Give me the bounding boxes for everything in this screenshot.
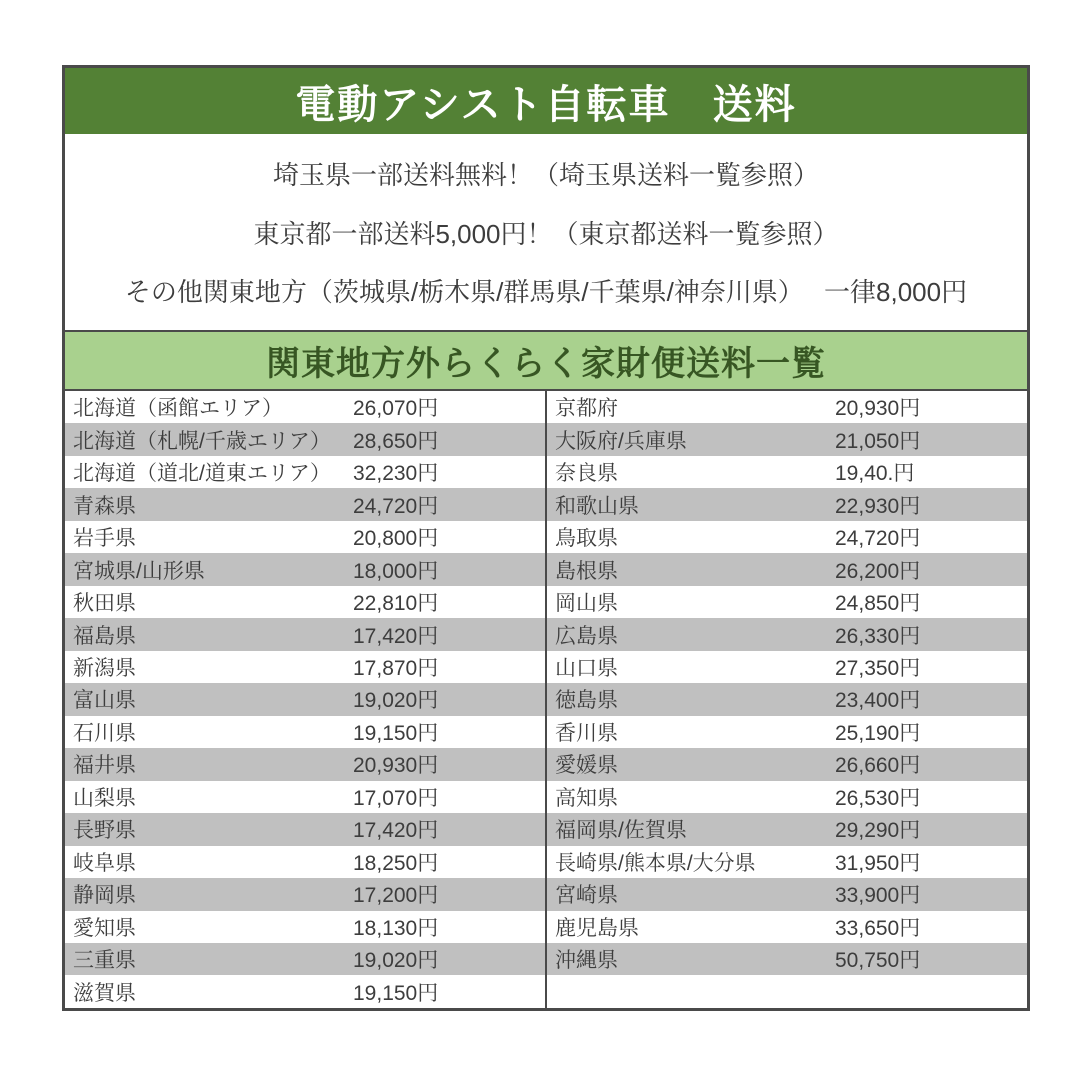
- region-cell: 福岡県/佐賀県: [555, 819, 687, 843]
- table-row: [547, 651, 1027, 683]
- region-cell: 北海道（函館エリア）: [73, 397, 283, 421]
- table-row: [547, 553, 1027, 585]
- region-cell: 北海道（札幌/千歳エリア）: [73, 429, 331, 453]
- table-row: [65, 716, 545, 748]
- table-row: [547, 391, 1027, 423]
- region-cell: 新潟県: [73, 656, 136, 680]
- region-cell: 富山県: [73, 689, 136, 713]
- table-row: [65, 781, 545, 813]
- price-cell: 17,870円: [353, 656, 439, 680]
- region-cell: 徳島県: [555, 689, 618, 713]
- price-cell: 17,200円: [353, 884, 439, 908]
- table-row: [547, 878, 1027, 910]
- table-row: [65, 391, 545, 423]
- region-cell: 沖縄県: [555, 949, 618, 973]
- price-cell: 50,750円: [835, 949, 921, 973]
- price-cell: 20,800円: [353, 527, 439, 551]
- table-row: [65, 846, 545, 878]
- note-saitama: 埼玉県一部送料無料！（埼玉県送料一覧参照）: [272, 160, 819, 191]
- table-row: [547, 846, 1027, 878]
- table-row: [547, 716, 1027, 748]
- price-cell: 24,850円: [835, 592, 921, 616]
- table-row: [547, 683, 1027, 715]
- price-cell: 18,130円: [353, 916, 439, 940]
- price-cell: 24,720円: [835, 527, 921, 551]
- price-cell: 17,070円: [353, 786, 439, 810]
- table-row: [547, 618, 1027, 650]
- region-cell: 福井県: [73, 754, 136, 778]
- price-cell: 22,810円: [353, 592, 439, 616]
- price-cell: 21,050円: [835, 429, 921, 453]
- table-row: [65, 651, 545, 683]
- price-cell: 17,420円: [353, 819, 439, 843]
- region-cell: 宮城県/山形県: [73, 559, 205, 583]
- shipping-notes: [65, 134, 1027, 330]
- table-row: [547, 813, 1027, 845]
- price-cell: 20,930円: [835, 397, 921, 421]
- table-row: [65, 586, 545, 618]
- price-cell: 22,930円: [835, 494, 921, 518]
- price-cell: 29,290円: [835, 819, 921, 843]
- price-cell: 33,900円: [835, 884, 921, 908]
- table-row: [65, 911, 545, 943]
- table-row: [65, 683, 545, 715]
- table-row: [547, 423, 1027, 455]
- table-row: [547, 781, 1027, 813]
- table-row: [65, 456, 545, 488]
- table-right-column: [545, 391, 1027, 1008]
- price-cell: 19,150円: [353, 981, 439, 1005]
- region-cell: 長野県: [73, 819, 136, 843]
- region-cell: 宮崎県: [555, 884, 618, 908]
- region-cell: 大阪府/兵庫県: [555, 429, 687, 453]
- region-cell: 三重県: [73, 949, 136, 973]
- table-row: [547, 488, 1027, 520]
- region-cell: 和歌山県: [555, 494, 639, 518]
- price-cell: 17,420円: [353, 624, 439, 648]
- price-cell: 26,530円: [835, 786, 921, 810]
- table-row: [547, 521, 1027, 553]
- region-cell: 青森県: [73, 494, 136, 518]
- note-tokyo: 東京都一部送料5,000円！（東京都送料一覧参照）: [253, 218, 839, 249]
- region-cell: 長崎県/熊本県/大分県: [555, 851, 756, 875]
- table-row: [547, 586, 1027, 618]
- table-row: [65, 813, 545, 845]
- price-cell: 26,660円: [835, 754, 921, 778]
- table-row: [65, 943, 545, 975]
- price-cell: 19,40.円: [835, 462, 915, 486]
- region-cell: 愛媛県: [555, 754, 618, 778]
- price-cell: 33,650円: [835, 916, 921, 940]
- table-row: [65, 975, 545, 1007]
- region-cell: 高知県: [555, 786, 618, 810]
- price-cell: 18,250円: [353, 851, 439, 875]
- price-cell: 32,230円: [353, 462, 439, 486]
- table-row: [65, 878, 545, 910]
- table-row: [547, 748, 1027, 780]
- region-cell: 岡山県: [555, 592, 618, 616]
- shipping-fee-table: [65, 391, 1027, 1008]
- region-cell: 岩手県: [73, 527, 136, 551]
- price-cell: 18,000円: [353, 559, 439, 583]
- price-cell: 28,650円: [353, 429, 439, 453]
- table-row: [547, 911, 1027, 943]
- table-row: [547, 456, 1027, 488]
- price-cell: 26,070円: [353, 397, 439, 421]
- region-cell: 山口県: [555, 656, 618, 680]
- table-row: [65, 488, 545, 520]
- region-cell: 福島県: [73, 624, 136, 648]
- region-cell: 石川県: [73, 721, 136, 745]
- note-kanto-other: その他関東地方（茨城県/栃木県/群馬県/千葉県/神奈川県） 一律8,000円: [124, 276, 968, 307]
- region-cell: 静岡県: [73, 884, 136, 908]
- price-cell: 27,350円: [835, 656, 921, 680]
- table-row: [547, 943, 1027, 975]
- region-cell: 愛知県: [73, 916, 136, 940]
- region-cell: 香川県: [555, 721, 618, 745]
- price-cell: 24,720円: [353, 494, 439, 518]
- table-row: [65, 553, 545, 585]
- table-left-column: [65, 391, 545, 1008]
- region-cell: 山梨県: [73, 786, 136, 810]
- region-cell: 鳥取県: [555, 527, 618, 551]
- price-cell: 25,190円: [835, 721, 921, 745]
- table-title: 関東地方外らくらく家財便送料一覧: [65, 330, 1027, 391]
- table-row: [65, 521, 545, 553]
- price-cell: 26,200円: [835, 559, 921, 583]
- shipping-notice-sheet: [62, 65, 1030, 1011]
- table-row: [65, 618, 545, 650]
- price-cell: 19,020円: [353, 949, 439, 973]
- region-cell: 広島県: [555, 624, 618, 648]
- region-cell: 北海道（道北/道東エリア）: [73, 462, 331, 486]
- price-cell: 31,950円: [835, 851, 921, 875]
- price-cell: 23,400円: [835, 689, 921, 713]
- region-cell: 京都府: [555, 397, 618, 421]
- region-cell: 秋田県: [73, 592, 136, 616]
- table-row: [547, 975, 1027, 1007]
- region-cell: 滋賀県: [73, 981, 136, 1005]
- price-cell: 19,020円: [353, 689, 439, 713]
- price-cell: 20,930円: [353, 754, 439, 778]
- region-cell: 鹿児島県: [555, 916, 639, 940]
- region-cell: 奈良県: [555, 462, 618, 486]
- table-row: [65, 748, 545, 780]
- region-cell: 島根県: [555, 559, 618, 583]
- price-cell: 26,330円: [835, 624, 921, 648]
- table-row: [65, 423, 545, 455]
- region-cell: 岐阜県: [73, 851, 136, 875]
- page-title: 電動アシスト自転車 送料: [65, 68, 1027, 134]
- price-cell: 19,150円: [353, 721, 439, 745]
